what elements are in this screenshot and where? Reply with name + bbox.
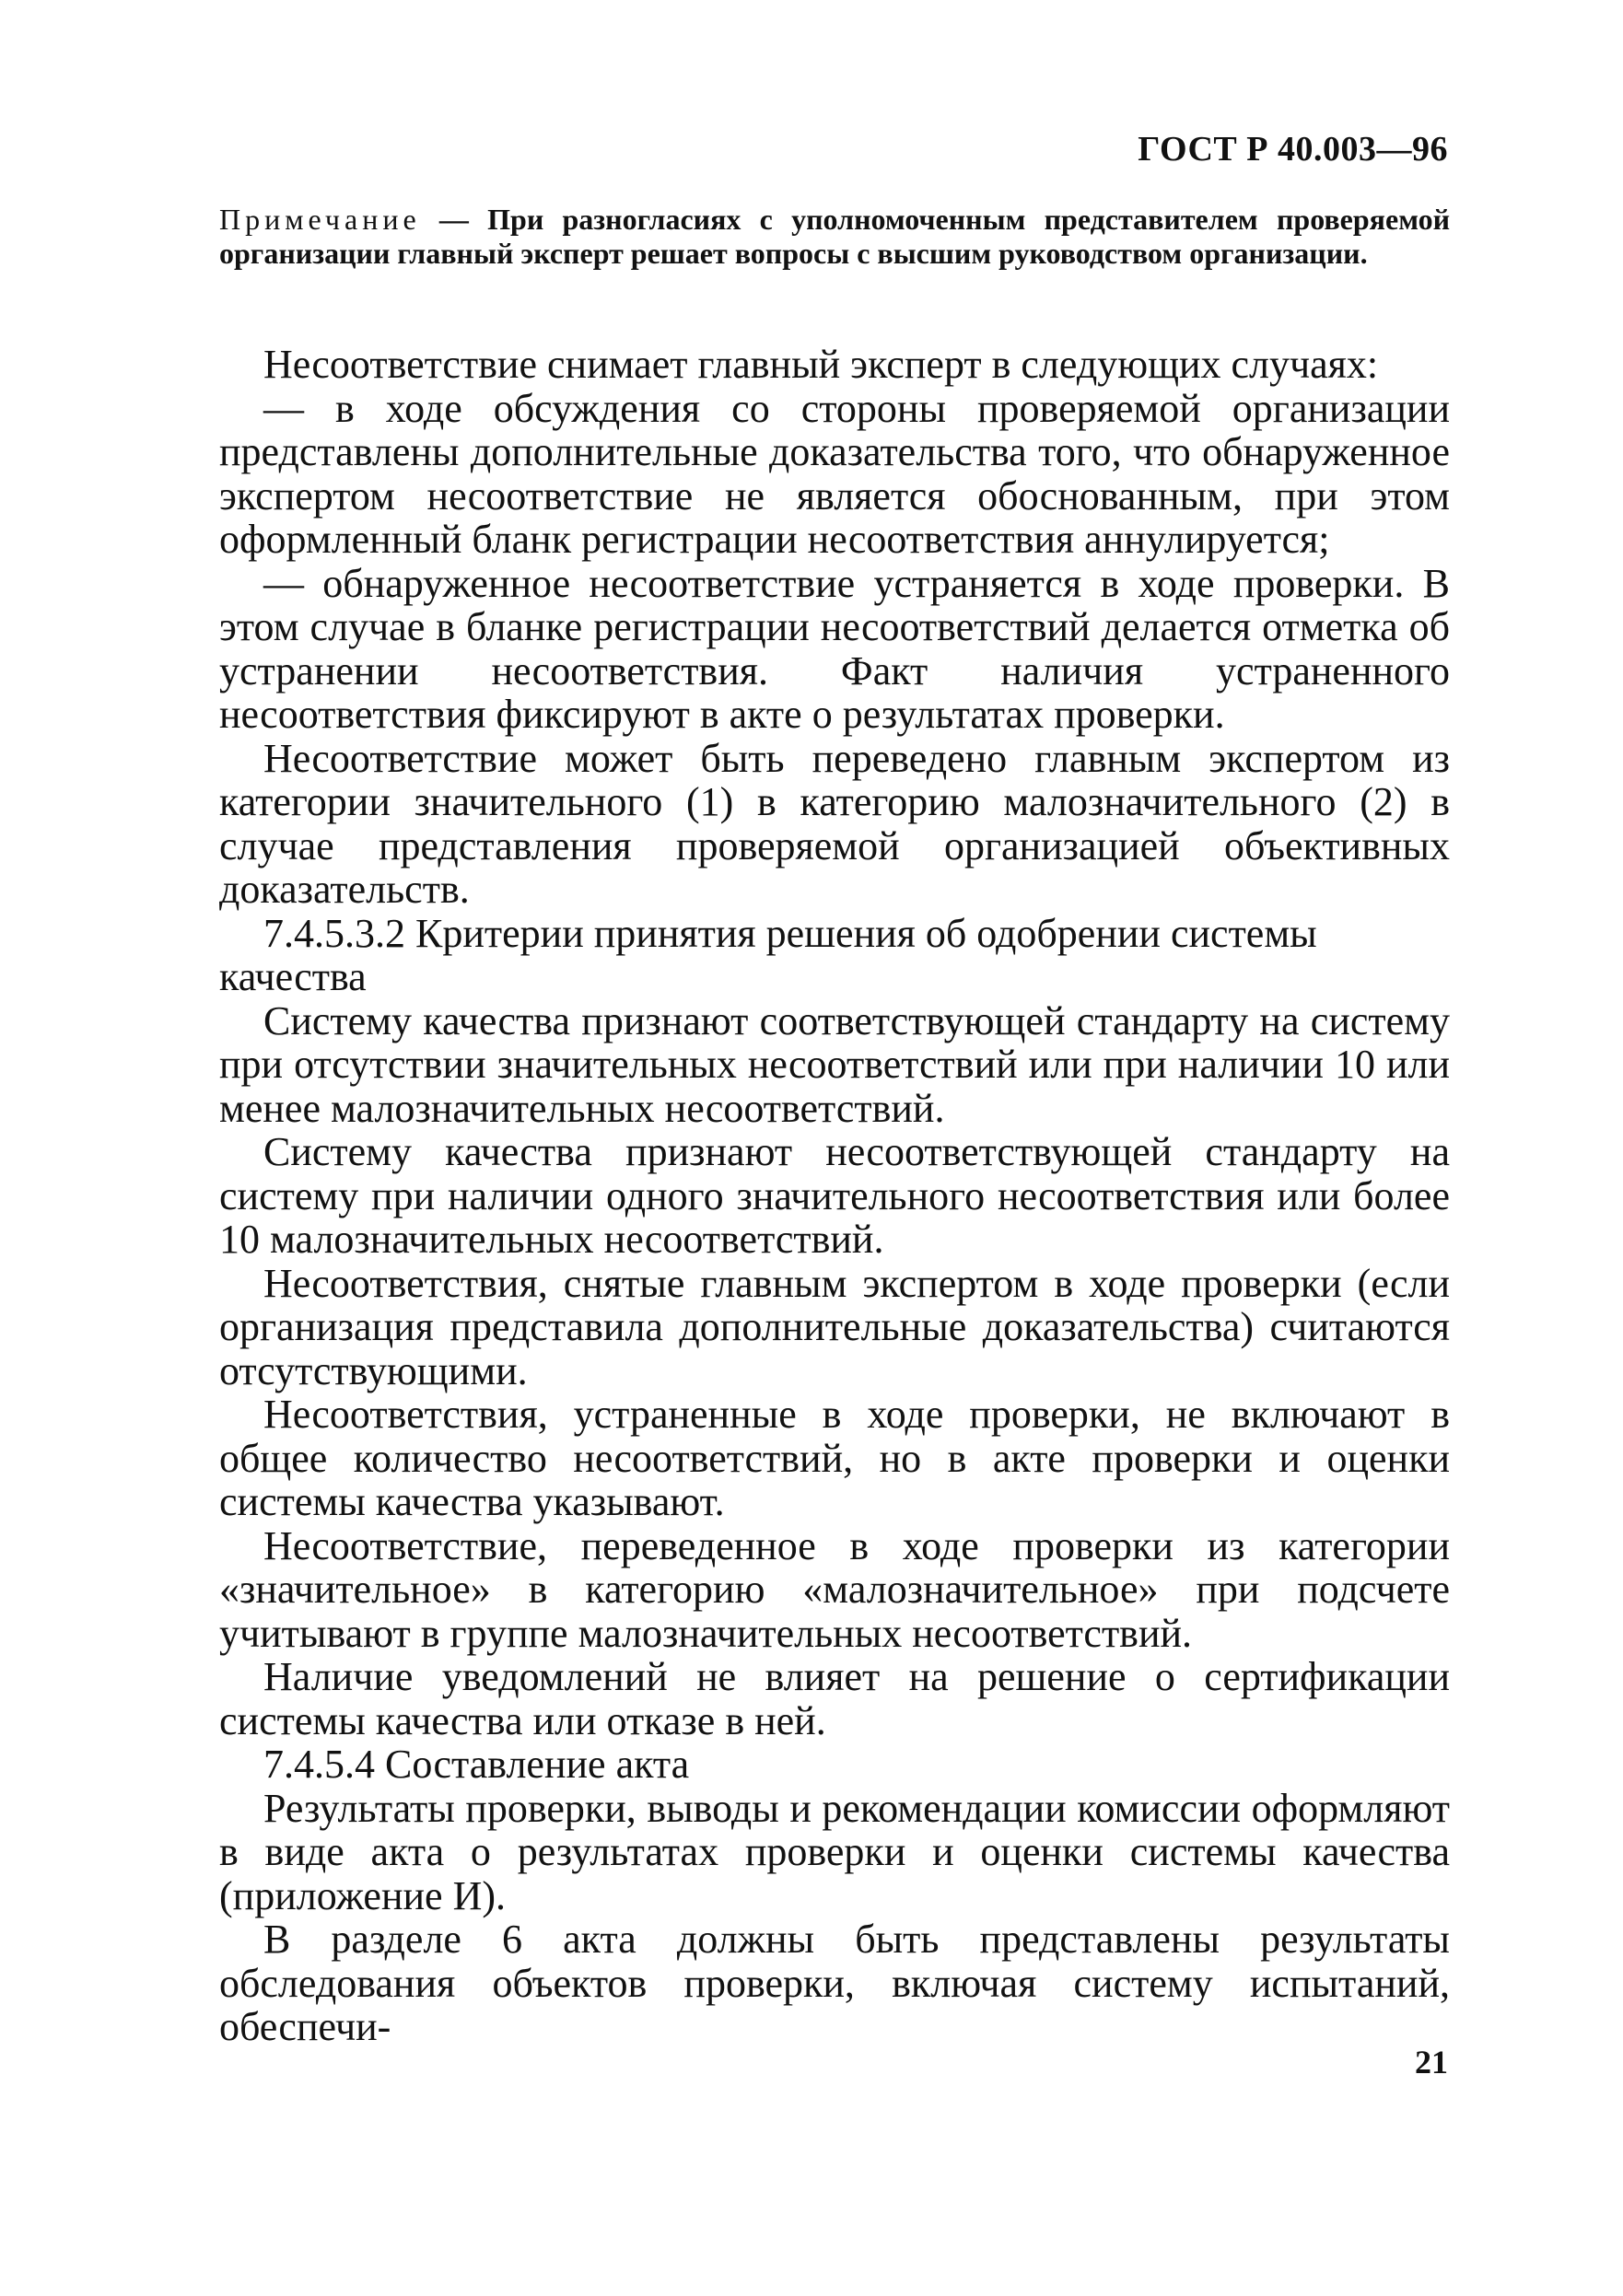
paragraph: — обнаруженное несоответствие устраняется в ходе проверки. В этом случае в бланке регистрации несоответствий делается отметка об устранении несоответствия. Факт наличия устраненного несоответствия фиксируют в акте о результатах проверки. [219,560,1450,737]
paragraph: Наличие уведомлений не влияет на решение о сертификации системы качества или отказе в ней. [219,1654,1450,1743]
paragraph: Несоответствие, переведенное в ходе проверки из категории «значительное» в категорию «малозначительное» при подсчете учитывают в группе малозначительных несоответствий. [219,1522,1450,1656]
standard-header: ГОСТ Р 40.003—96 [1138,130,1448,169]
paragraph: В разделе 6 акта должны быть представлены результаты обследования объектов проверки, включая систему испытаний, обеспечи- [219,1917,1450,2049]
note-label: Примечание [219,203,421,236]
note-block [219,203,1450,271]
section-heading: 7.4.5.3.2 Критерии принятия решения об одобрении системы качества [219,910,1317,999]
paragraph: Систему качества признают несоответствующей стандарту на систему при наличии одного значительного несоответствия или более 10 малозначительных несоответствий. [219,1129,1450,1262]
paragraph: Систему качества признают соответствующей стандарту на систему при отсутствии значительных несоответствий или при наличии 10 или менее малозначительных несоответствий. [219,997,1450,1131]
paragraph: Несоответствие может быть переведено главным экспертом из категории значительного (1) в категорию малозначительного (2) в случае представления проверяемой организацией объективных доказательств. [219,735,1450,912]
paragraph: Несоответствия, устраненные в ходе проверки, не включают в общее количество несоответствий, но в акте проверки и оценки системы качества указывают. [219,1392,1450,1524]
section-heading: 7.4.5.4 Составление акта [263,1742,690,1787]
paragraph: Результаты проверки, выводы и рекомендации комиссии оформляют в виде акта о результатах проверки и оценки системы качества (приложение И). [219,1785,1450,1918]
paragraph: Несоответствия, снятые главным экспертом в ходе проверки (если организация представила дополнительные доказательства) считаются отсутствующими. [219,1260,1450,1393]
paragraph: Несоответствие снимает главный эксперт в следующих случаях: [263,342,1379,387]
page-number: 21 [1415,2044,1448,2080]
note-text: При разногласиях с уполномоченным представителем проверяемой организации главный эксперт решает вопросы с высшим руководством организации. [219,203,1451,270]
paragraph: — в ходе обсуждения со стороны проверяемой организации представлены дополнительные доказательства того, что обнаруженное экспертом несоответствие не является обоснованным, при этом оформленный бланк регистрации несоответствия аннулируется; [219,385,1450,562]
body-text [219,343,1450,2049]
note-dash: — [420,203,488,236]
